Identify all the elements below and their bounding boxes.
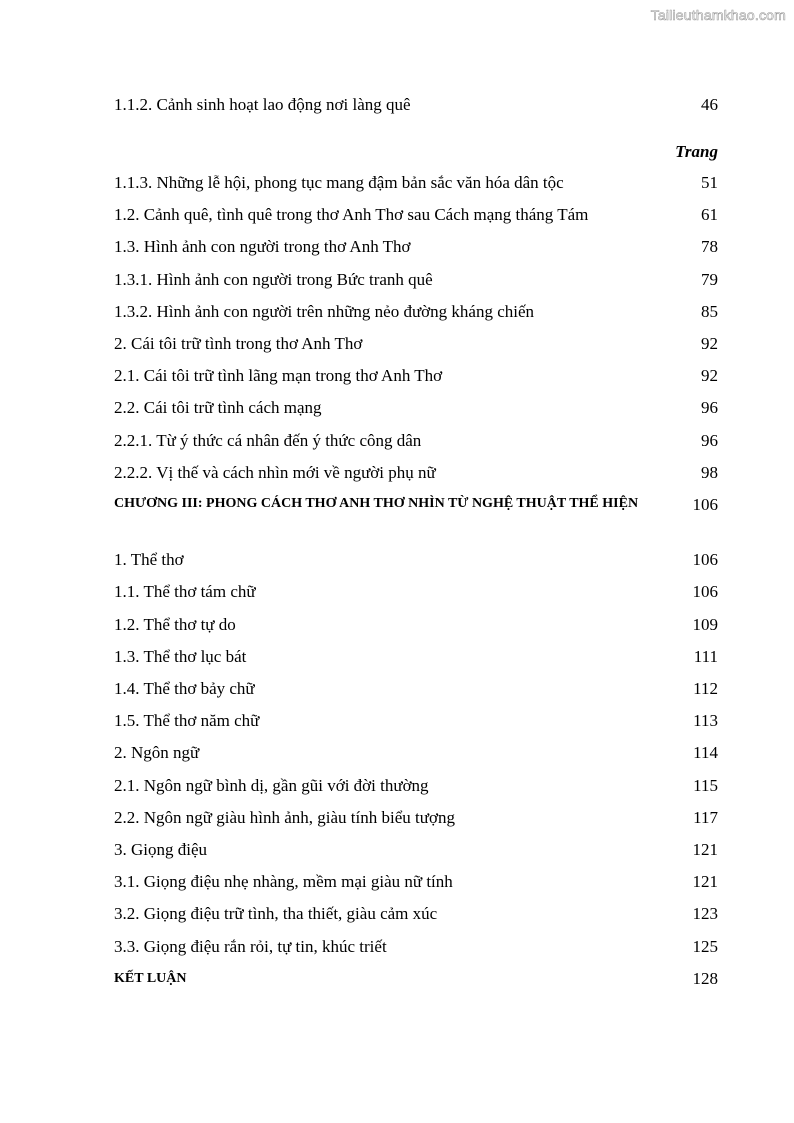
- toc-entry: [114, 741, 718, 765]
- toc-entry: [114, 268, 718, 292]
- toc-entry: [114, 364, 718, 388]
- toc-entry-label: 2.2. Cái tôi trữ tình cách mạng: [114, 398, 322, 417]
- toc-entry-label: 3.1. Giọng điệu nhẹ nhàng, mềm mại giàu nữ tính: [114, 872, 453, 891]
- toc-entry-label: 2.2. Ngôn ngữ giàu hình ảnh, giàu tính biểu tượng: [114, 808, 455, 827]
- toc-entry-page: 123: [692, 904, 718, 923]
- toc-entry: [114, 774, 718, 798]
- toc-entry: [114, 300, 718, 324]
- toc-entry-label: 1.2. Thể thơ tự do: [114, 615, 236, 634]
- toc-entry-page: 106: [692, 495, 718, 514]
- toc-entry: [114, 580, 718, 604]
- toc-entry: [114, 396, 718, 420]
- toc-entry-page: 111: [693, 647, 718, 666]
- toc-entry-label: 2.2.1. Từ ý thức cá nhân đến ý thức công dân: [114, 431, 422, 450]
- toc-entry-page: 121: [692, 872, 718, 891]
- toc-entry-label: 3.2. Giọng điệu trữ tình, tha thiết, giàu cảm xúc: [114, 904, 438, 923]
- watermark: Tailieuthamkhao.com: [650, 7, 786, 23]
- trang-heading: Trang: [675, 142, 718, 161]
- toc-entry-label: 1.3. Thể thơ lục bát: [114, 647, 247, 666]
- toc-entry-page: 61: [701, 205, 718, 224]
- toc-entry-label: 1.2. Cảnh quê, tình quê trong thơ Anh Thơ sau Cách mạng tháng Tám: [114, 205, 589, 224]
- toc-entry-label: 1. Thể thơ: [114, 550, 184, 569]
- toc-entry-label: 1.1.2. Cảnh sinh hoạt lao động nơi làng quê: [114, 95, 411, 114]
- toc-entry-label: 1.3. Hình ảnh con người trong thơ Anh Thơ: [114, 237, 411, 256]
- toc-entry-label: 1.1. Thể thơ tám chữ: [114, 582, 256, 601]
- toc-entry-page: 121: [692, 840, 718, 859]
- toc-entry: [114, 461, 718, 485]
- toc-entry: [114, 645, 718, 669]
- toc-entry-page: 125: [692, 937, 718, 956]
- toc-entry-label: 2.2.2. Vị thế và cách nhìn mới về người phụ nữ: [114, 463, 436, 482]
- toc-entry-conclusion: [114, 967, 718, 991]
- toc-entry: [114, 235, 718, 259]
- toc-entry-page: 112: [693, 679, 718, 698]
- chapter-heading: CHƯƠNG III: PHONG CÁCH THƠ ANH THƠ NHÌN TỪ NGHỆ THUẬT THỂ HIỆN: [114, 496, 639, 511]
- toc-entry-page: 117: [693, 808, 718, 827]
- toc-entry-label: 1.1.3. Những lễ hội, phong tục mang đậm bản sắc văn hóa dân tộc: [114, 173, 564, 192]
- toc-entry: [114, 902, 718, 926]
- toc-entry-page: 98: [701, 463, 718, 482]
- conclusion-heading: KẾT LUẬN: [114, 971, 187, 986]
- toc-entry-page: 106: [692, 582, 718, 601]
- toc-entry-label: 1.5. Thể thơ năm chữ: [114, 711, 260, 730]
- toc-entry: [114, 429, 718, 453]
- toc-entry-page: 115: [693, 776, 718, 795]
- toc-entry: [114, 548, 718, 572]
- toc-entry: [114, 838, 718, 862]
- toc-entry-label: 1.3.2. Hình ảnh con người trên những nẻo đường kháng chiến: [114, 302, 535, 321]
- toc-entry-page: 92: [701, 334, 718, 353]
- toc-chapter-entry: [114, 490, 718, 546]
- toc-entry-label: 3.3. Giọng điệu rắn rỏi, tự tin, khúc triết: [114, 937, 387, 956]
- toc-entry: [114, 171, 718, 195]
- toc-entry: [114, 613, 718, 637]
- toc-entry-page: 96: [701, 398, 718, 417]
- toc-entry-page: 92: [701, 366, 718, 385]
- toc-entry-label: 2.1. Cái tôi trữ tình lãng mạn trong thơ Anh Thơ: [114, 366, 443, 385]
- toc-entry-label: 1.3.1. Hình ảnh con người trong Bức tranh quê: [114, 270, 433, 289]
- toc-entry-label: 1.4. Thể thơ bảy chữ: [114, 679, 255, 698]
- toc-entry-page: 85: [701, 302, 718, 321]
- toc-entry-label: 3. Giọng điệu: [114, 840, 208, 859]
- toc-entry-label: 2. Ngôn ngữ: [114, 743, 200, 762]
- toc-entry-label: 2. Cái tôi trữ tình trong thơ Anh Thơ: [114, 334, 363, 353]
- toc-entry-page: 51: [701, 173, 718, 192]
- toc-entry-page: 113: [693, 711, 718, 730]
- toc-entry-label: 2.1. Ngôn ngữ bình dị, gần gũi với đời thường: [114, 776, 429, 795]
- toc-entry: [114, 332, 718, 356]
- toc-entry: [114, 709, 718, 733]
- toc-entry-page: 128: [692, 969, 718, 988]
- toc-entry: [114, 203, 718, 227]
- toc-entry-page: 114: [693, 743, 718, 762]
- toc-entry: [114, 93, 718, 117]
- toc-entry-page: 109: [692, 615, 718, 634]
- toc-entry: [114, 870, 718, 894]
- toc-entry-page: 79: [701, 270, 718, 289]
- toc-entry: [114, 677, 718, 701]
- toc-entry-page: 46: [701, 95, 718, 114]
- toc-entry: [114, 935, 718, 959]
- toc-entry: [114, 806, 718, 830]
- toc-entry-page: 96: [701, 431, 718, 450]
- toc-entry-page: 106: [692, 550, 718, 569]
- toc-entry-page: 78: [701, 237, 718, 256]
